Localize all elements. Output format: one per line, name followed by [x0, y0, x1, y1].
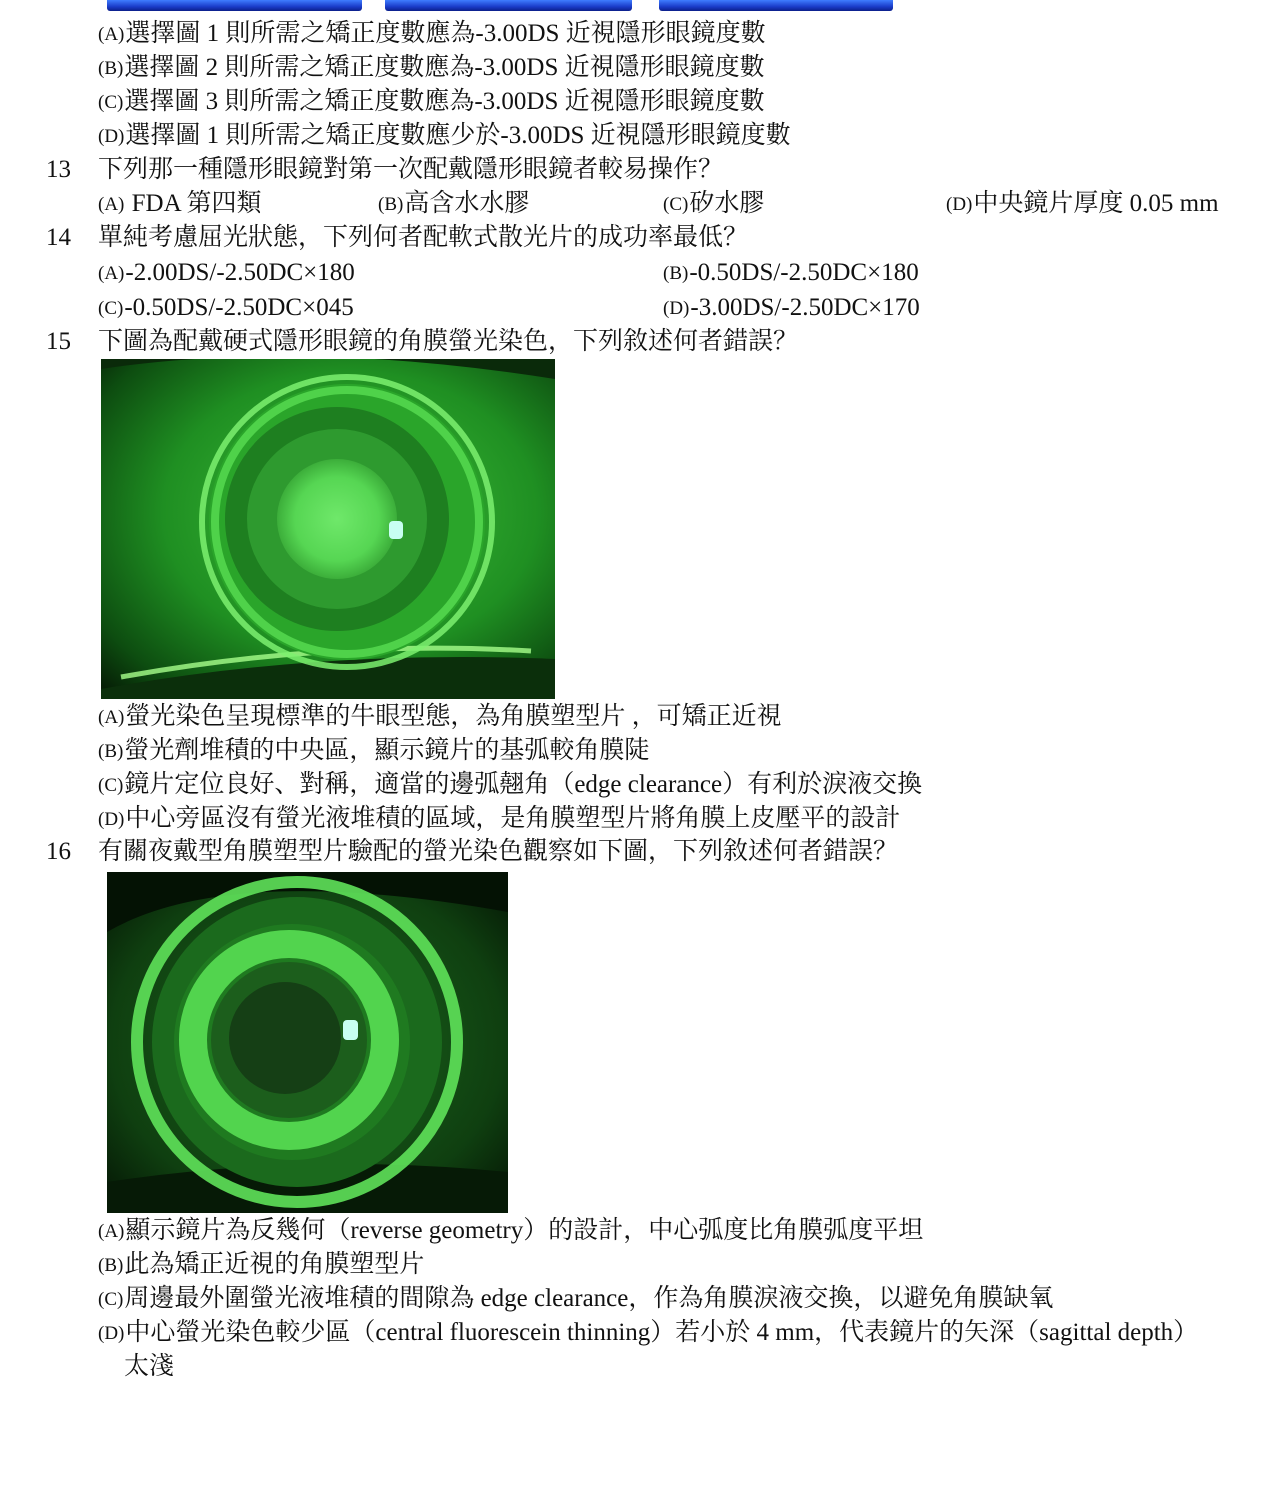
q15-option-c[interactable]: (C)鏡片定位良好、對稱，適當的邊弧翹角（edge clearance）有利於淚液交換: [98, 771, 923, 798]
q13-option-c[interactable]: (C)矽水膠: [663, 190, 765, 217]
q14-option-a[interactable]: (A)-2.00DS/-2.50DC×180: [98, 259, 355, 286]
q16-option-a[interactable]: (A)顯示鏡片為反幾何（reverse geometry）的設計，中心弧度比角膜弧度平坦: [98, 1217, 924, 1244]
question-number: 14: [46, 224, 71, 251]
q13-option-b[interactable]: (B)高含水水膠: [378, 190, 530, 217]
q15-option-b[interactable]: (B)螢光劑堆積的中央區，顯示鏡片的基弧較角膜陡: [98, 737, 650, 764]
fluorescein-pattern-photo-ortho-k: [107, 872, 508, 1213]
q16-option-b[interactable]: (B)此為矯正近視的角膜塑型片: [98, 1251, 425, 1278]
q12-option-b[interactable]: (B)選擇圖 2 則所需之矯正度數應為-3.00DS 近視隱形眼鏡度數: [98, 54, 765, 81]
q14-option-d[interactable]: (D)-3.00DS/-2.50DC×170: [663, 294, 920, 321]
question-stem: 下圖為配戴硬式隱形眼鏡的角膜螢光染色，下列敘述何者錯誤？: [98, 328, 799, 355]
q12-option-c[interactable]: (C)選擇圖 3 則所需之矯正度數應為-3.00DS 近視隱形眼鏡度數: [98, 88, 765, 115]
fluorescein-pattern-photo-rgp: [101, 359, 555, 699]
q16-option-c[interactable]: (C)周邊最外圍螢光液堆積的間隙為 edge clearance，作為角膜淚液交換，以避免角膜缺氧: [98, 1285, 1054, 1312]
question-number: 13: [46, 156, 71, 183]
question-stem: 下列那一種隱形眼鏡對第一次配戴隱形眼鏡者較易操作？: [98, 156, 724, 183]
q14-option-c[interactable]: (C)-0.50DS/-2.50DC×045: [98, 294, 354, 321]
q15-option-a[interactable]: (A)螢光染色呈現標準的牛眼型態，為角膜塑型片 ，可矯正近視: [98, 703, 782, 730]
q15-option-d[interactable]: (D)中心旁區沒有螢光液堆積的區域，是角膜塑型片將角膜上皮壓平的設計: [98, 805, 901, 832]
previous-question-image-strip: [107, 0, 897, 11]
q16-option-d-continuation: 太淺: [124, 1353, 175, 1380]
q12-option-d[interactable]: (D)選擇圖 1 則所需之矯正度數應少於-3.00DS 近視隱形眼鏡度數: [98, 122, 791, 149]
q13-option-a[interactable]: (A) FDA 第四類: [98, 190, 262, 217]
q14-option-b[interactable]: (B)-0.50DS/-2.50DC×180: [663, 259, 919, 286]
q13-option-d[interactable]: (D)中央鏡片厚度 0.05 mm: [946, 190, 1219, 217]
q16-option-d[interactable]: (D)中心螢光染色較少區（central fluorescein thinning）若小於 4 mm，代表鏡片的矢深（sagittal depth）: [98, 1319, 1199, 1346]
question-number: 16: [46, 838, 71, 865]
question-stem: 有關夜戴型角膜塑型片驗配的螢光染色觀察如下圖，下列敘述何者錯誤？: [98, 838, 899, 865]
question-number: 15: [46, 328, 71, 355]
q12-option-a[interactable]: (A)選擇圖 1 則所需之矯正度數應為-3.00DS 近視隱形眼鏡度數: [98, 20, 766, 47]
question-stem: 單純考慮屈光狀態，下列何者配軟式散光片的成功率最低？: [98, 224, 749, 251]
